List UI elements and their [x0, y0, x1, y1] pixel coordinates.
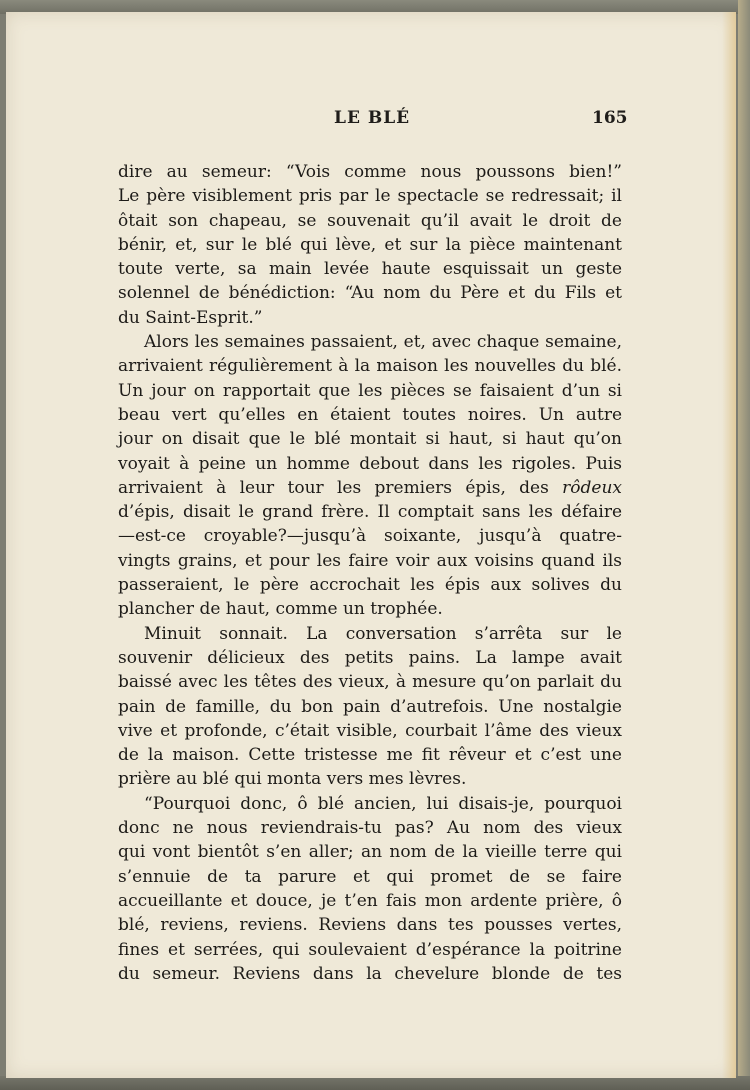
- text-line-content: de la maison. Cette tristesse me fit rêveur et c’est une: [118, 745, 622, 766]
- text-line-content: arrivaient régulièrement à la maison les nouvelles du blé.: [118, 356, 622, 377]
- text-line-content: blé, reviens, reviens. Reviens dans tes pousses vertes,: [118, 915, 622, 936]
- text-line-content: fines et serrées, qui soulevaient d’espérance la poitrine: [118, 939, 622, 960]
- text-line: [118, 184, 622, 208]
- text-line-content: accueillante et douce, je t’en fais mon ardente prière, ô: [118, 890, 622, 911]
- text-line: [118, 524, 622, 548]
- text-line: [118, 427, 622, 451]
- page-edge: [722, 12, 736, 1078]
- text-line: [118, 500, 622, 524]
- text-line: [118, 354, 622, 378]
- text-line-content: qui vont bientôt s’en aller; an nom de la vieille terre qui: [118, 842, 622, 863]
- text-line: [118, 695, 622, 719]
- text-line-content: baissé avec les têtes des vieux, à mesure qu’on parlait du: [118, 672, 622, 693]
- text-line: [118, 962, 622, 986]
- text-line-content: Minuit sonnait. La conversation s’arrêta sur le: [144, 623, 622, 644]
- text-line: [118, 938, 622, 962]
- text-line: [118, 792, 622, 816]
- text-line: [118, 476, 622, 500]
- book-cover-right: [738, 0, 750, 1090]
- text-line: [118, 452, 622, 476]
- text-line-content: passeraient, le père accrochait les épis aux solives du: [118, 575, 622, 596]
- running-title: LE BLÉ: [334, 108, 411, 128]
- text-line: [118, 646, 622, 670]
- text-line: [118, 865, 622, 889]
- text-line-content: solennel de bénédiction: “Au nom du Père et du Fils et: [118, 283, 622, 304]
- text-line-content: vingts grains, et pour les faire voir aux voisins quand ils: [118, 550, 622, 571]
- text-line-content: Alors les semaines passaient, et, avec chaque semaine,: [144, 332, 622, 353]
- text-line-content: —est-ce croyable?—jusqu’à soixante, jusqu’à quatre-: [118, 526, 622, 547]
- text-line: [118, 670, 622, 694]
- text-line: [118, 816, 622, 840]
- text-line: [118, 743, 622, 767]
- text-line: [118, 257, 622, 281]
- text-line: [118, 767, 622, 791]
- text-line: [118, 209, 622, 233]
- text-line-content: arrivaient à leur tour les premiers épis, des: [118, 477, 549, 498]
- text-line-content: voyait à peine un homme debout dans les rigoles. Puis: [118, 453, 622, 474]
- body-text: [118, 160, 622, 986]
- text-line-content: bénir, et, sur le blé qui lève, et sur la pièce maintenant: [118, 234, 622, 255]
- italic-word: rôdeux: [562, 477, 623, 498]
- book-page: [6, 12, 736, 1078]
- text-line-content: dire au semeur: “Vois comme nous poussons bien!”: [118, 162, 622, 182]
- text-line: [118, 840, 622, 864]
- text-line-content: vive et profonde, c’était visible, courbait l’âme des vieux: [118, 720, 622, 741]
- text-line-content: prière au blé qui monta vers mes lèvres.: [118, 769, 467, 790]
- text-line: [118, 549, 622, 573]
- text-line: [118, 597, 622, 621]
- text-line: [118, 281, 622, 305]
- page-number: 165: [592, 108, 628, 128]
- text-line: [118, 719, 622, 743]
- text-line-content: toute verte, sa main levée haute esquissait un geste: [118, 259, 622, 280]
- text-line-content: donc ne nous reviendrais-tu pas? Au nom des vieux: [118, 818, 622, 839]
- text-line-content: “Pourquoi donc, ô blé ancien, lui disais-je, pourquoi: [144, 793, 622, 814]
- text-line: [118, 379, 622, 403]
- text-line-content: plancher de haut, comme un trophée.: [118, 599, 443, 620]
- text-line: [118, 403, 622, 427]
- text-line: [118, 622, 622, 646]
- text-line: [118, 913, 622, 937]
- text-line-content: pain de famille, du bon pain d’autrefois. Une nostalgie: [118, 696, 622, 717]
- text-line-content: s’ennuie de ta parure et qui promet de se faire: [118, 866, 622, 887]
- text-line-content: ôtait son chapeau, se souvenait qu’il avait le droit de: [118, 210, 622, 231]
- text-line-content: du Saint-Esprit.”: [118, 307, 263, 328]
- text-line-content: Un jour on rapportait que les pièces se faisaient d’un si: [118, 380, 622, 401]
- text-line-content: jour on disait que le blé montait si haut, si haut qu’on: [118, 429, 622, 450]
- text-line: [118, 233, 622, 257]
- text-line: [118, 306, 622, 330]
- text-line: [118, 330, 622, 354]
- text-line-content: beau vert qu’elles en étaient toutes noires. Un autre: [118, 404, 622, 425]
- text-line-content: Le père visiblement pris par le spectacle se redressait; il: [118, 186, 622, 207]
- book-cover-bottom: [0, 1076, 750, 1090]
- text-line-content: du semeur. Reviens dans la chevelure blonde de tes: [118, 963, 622, 984]
- text-line-content: souvenir délicieux des petits pains. La lampe avait: [118, 647, 622, 668]
- page-header: [6, 108, 736, 132]
- text-line: [118, 889, 622, 913]
- text-line: [118, 573, 622, 597]
- text-line: [118, 160, 622, 184]
- text-line-content: d’épis, disait le grand frère. Il comptait sans les défaire: [118, 502, 622, 523]
